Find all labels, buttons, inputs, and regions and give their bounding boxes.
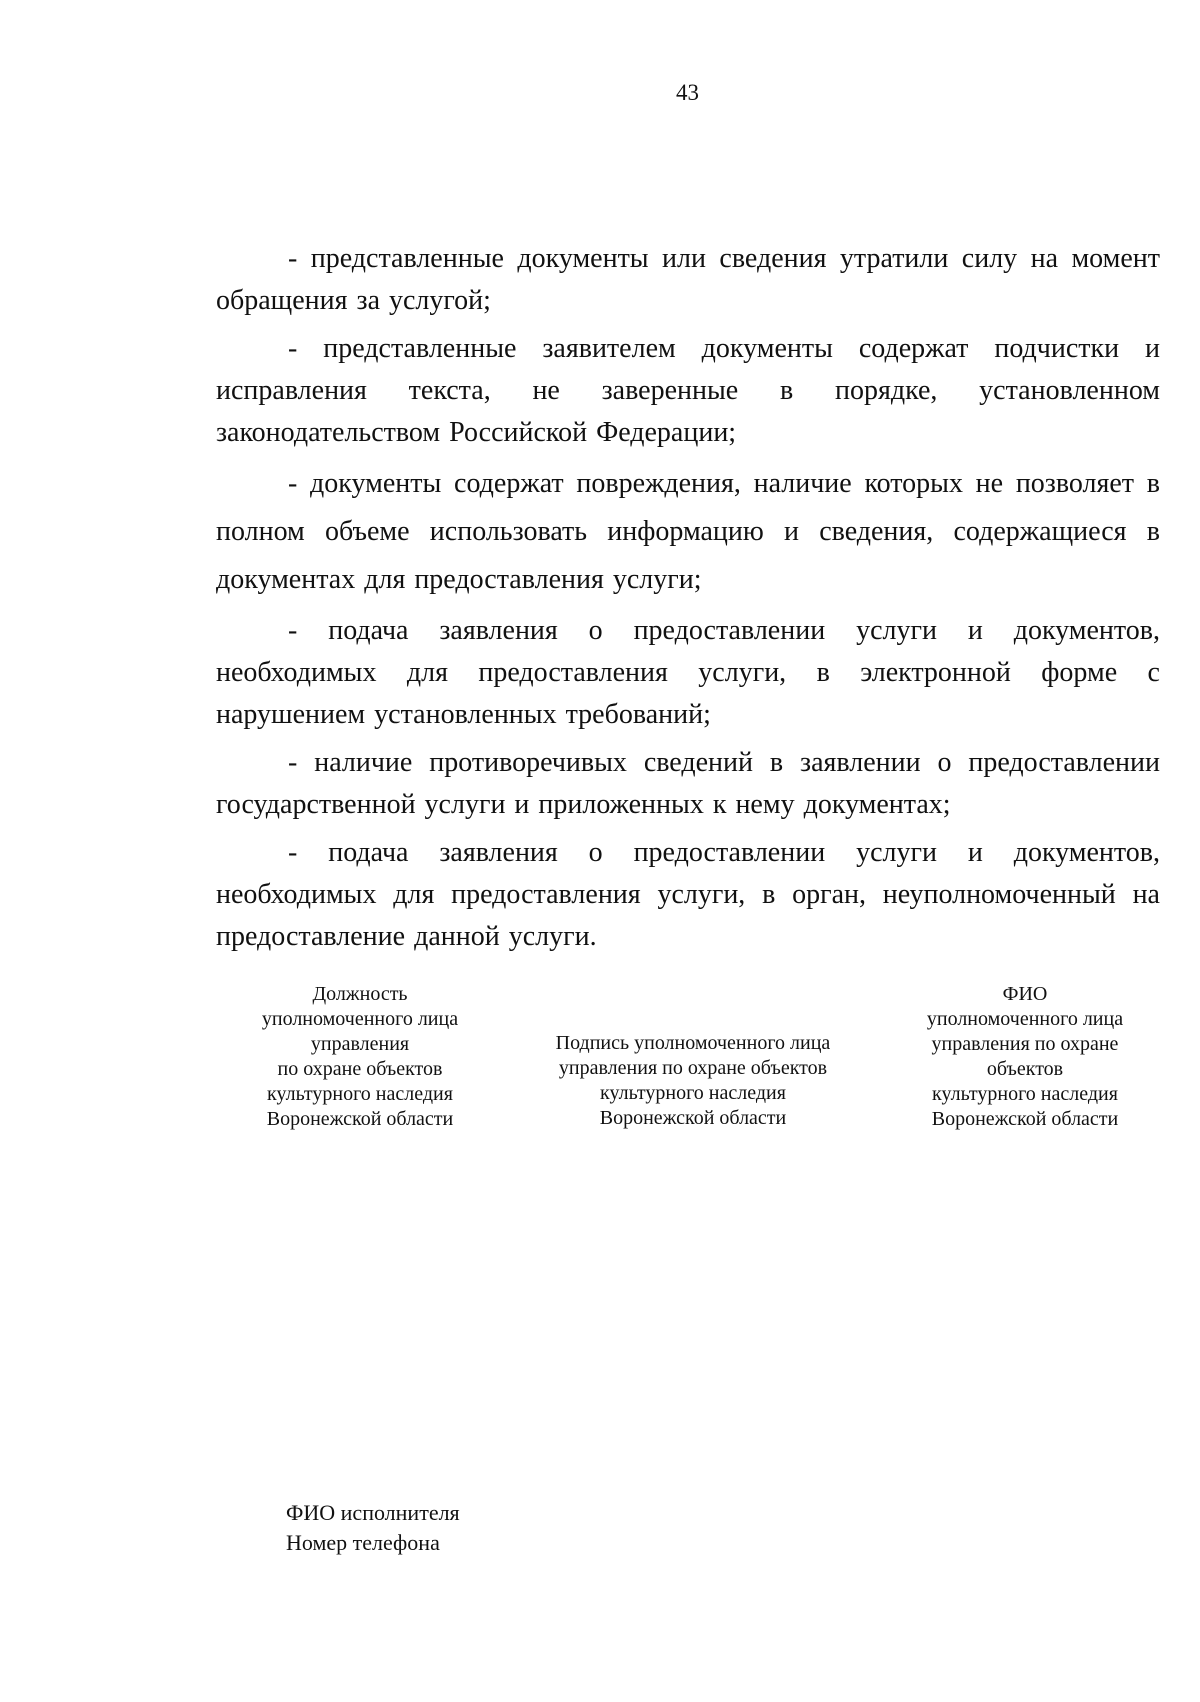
signature-position-line: уполномоченного лица bbox=[261, 1008, 459, 1030]
signature-fullname-line: ФИО bbox=[1002, 983, 1048, 1005]
signature-position-line: по охране объектов bbox=[277, 1058, 443, 1080]
signature-sign-line: культурного наследия bbox=[600, 1082, 786, 1104]
signature-fullname-line: управления по охране bbox=[931, 1033, 1119, 1055]
signature-position-line: управления bbox=[310, 1033, 410, 1055]
signature-position-line: Воронежской области bbox=[266, 1108, 454, 1130]
paragraph-electronic-form-violation: - подача заявления о предоставлении услуги и документов, необходимых для предоставления услуги, в электронной форме с нарушением установленных требований; bbox=[216, 615, 1160, 730]
signature-sign-column bbox=[528, 1031, 858, 1131]
paragraph-contradictory-info: - наличие противоречивых сведений в заявлении о предоставлении государственной услуги и приложенных к нему документах; bbox=[216, 747, 1160, 820]
signature-sign-line: Воронежской области bbox=[599, 1107, 787, 1129]
paragraph-corrections: - представленные заявителем документы содержат подчистки и исправления текста, не заверенные в порядке, установленном законодательством Российской Федерации; bbox=[216, 333, 1160, 448]
signature-fullname-column bbox=[900, 982, 1150, 1132]
signature-position-line: культурного наследия bbox=[267, 1083, 453, 1105]
body-text bbox=[216, 238, 1160, 964]
signature-position-line: Должность bbox=[312, 983, 408, 1005]
signature-fullname-line: Воронежской области bbox=[931, 1108, 1119, 1130]
executor-info bbox=[286, 1498, 460, 1558]
paragraph-damaged-documents: - документы содержат повреждения, наличие которых не позволяет в полном объеме использовать информацию и сведения, содержащиеся в документах для предоставления услуги; bbox=[216, 468, 1160, 595]
executor-phone-label: Номер телефона bbox=[286, 1530, 440, 1555]
signature-fullname-line: объектов bbox=[986, 1058, 1064, 1080]
signature-fullname-line: культурного наследия bbox=[932, 1083, 1118, 1105]
paragraph-expired-documents: - представленные документы или сведения утратили силу на момент обращения за услугой; bbox=[216, 243, 1160, 316]
signature-position-column bbox=[236, 982, 484, 1132]
executor-name-label: ФИО исполнителя bbox=[286, 1500, 460, 1525]
paragraph-wrong-authority: - подача заявления о предоставлении услуги и документов, необходимых для предоставления услуги, в орган, неуполномоченный на предоставление данной услуги. bbox=[216, 837, 1160, 952]
signature-sign-line: Подпись уполномоченного лица bbox=[555, 1032, 831, 1054]
page-number: 43 bbox=[676, 80, 699, 105]
signature-sign-line: управления по охране объектов bbox=[558, 1057, 828, 1079]
signature-fullname-line: уполномоченного лица bbox=[926, 1008, 1124, 1030]
